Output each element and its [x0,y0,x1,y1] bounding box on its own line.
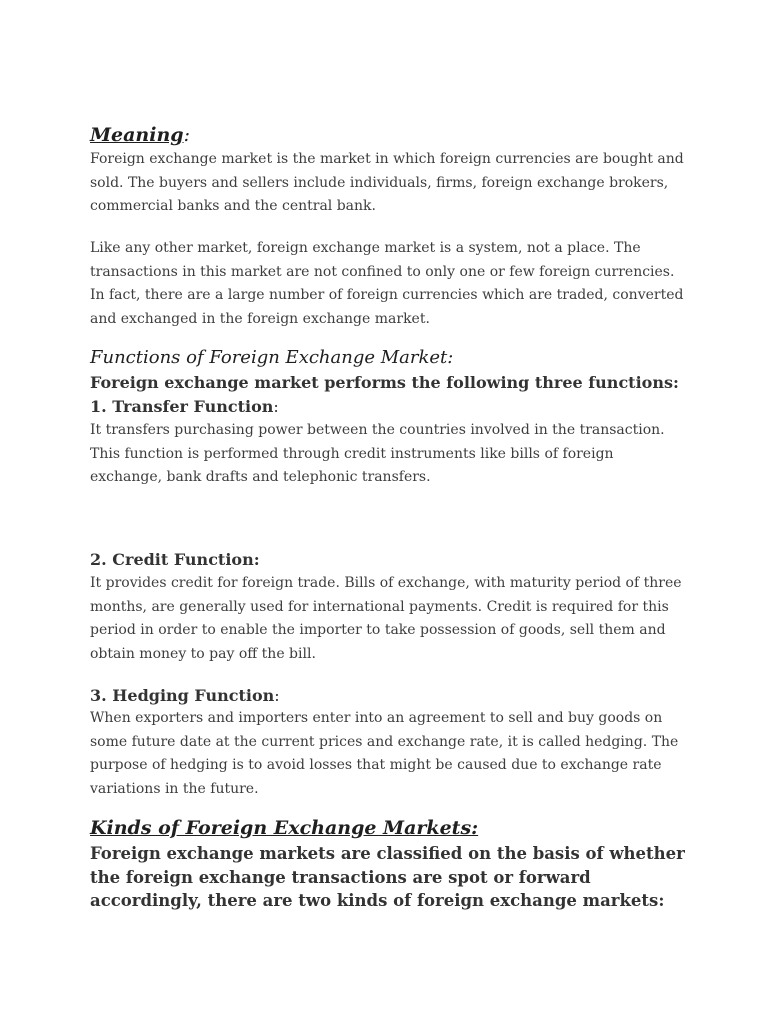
meaning-heading-colon: : [183,124,190,146]
meaning-heading [90,122,690,148]
hedging-function-colon: : [274,686,280,705]
functions-heading: Functions of Foreign Exchange Market: [90,347,454,368]
kinds-heading: Kinds of Foreign Exchange Markets: [90,817,479,839]
transfer-function-title-text: 1. Transfer Function [90,397,274,416]
hedging-function-body: When exporters and importers enter into an agreement to sell and buy goods on some future date at the current prices and exchange rate, it is called hedging. The purpose of hedging is to avoid losses that might be caused due to exchange rate variations in the future. [90,710,679,797]
hedging-function-title-text: 3. Hedging Function [90,686,275,705]
meaning-paragraph-2: Like any other market, foreign exchange market is a system, not a place. The transactions in this market are not confined to only one or few foreign currencies. In fact, there are a large number of foreign currencies which are traded, converted and exchanged in the foreign exchange market. [90,240,684,327]
functions-intro: Foreign exchange market performs the following three functions: [90,373,679,392]
credit-function-body: It provides credit for foreign trade. Bills of exchange, with maturity period of three months, are generally used for international payments. Credit is required for this period in order to enable the importer to take possession of goods, sell them and obtain money to pay off the bill. [90,575,682,662]
hedging-function-title [90,684,690,708]
meaning-heading-text: Meaning [90,124,184,146]
transfer-function-colon: : [273,397,279,416]
credit-function-title: 2. Credit Function: [90,550,260,569]
transfer-function-title [90,395,690,419]
kinds-intro: Foreign exchange markets are classified on the basis of whether the foreign exchange transactions are spot or forward accordingly, there are two kinds of foreign exchange markets: [90,844,685,910]
transfer-function-body: It transfers purchasing power between the countries involved in the transaction. This function is performed through credit instruments like bills of foreign exchange, bank drafts and telephonic transfers. [90,422,665,485]
meaning-paragraph-1: Foreign exchange market is the market in which foreign currencies are bought and sold. The buyers and sellers include individuals, firms, foreign exchange brokers, commercial banks and the central bank. [90,151,684,214]
